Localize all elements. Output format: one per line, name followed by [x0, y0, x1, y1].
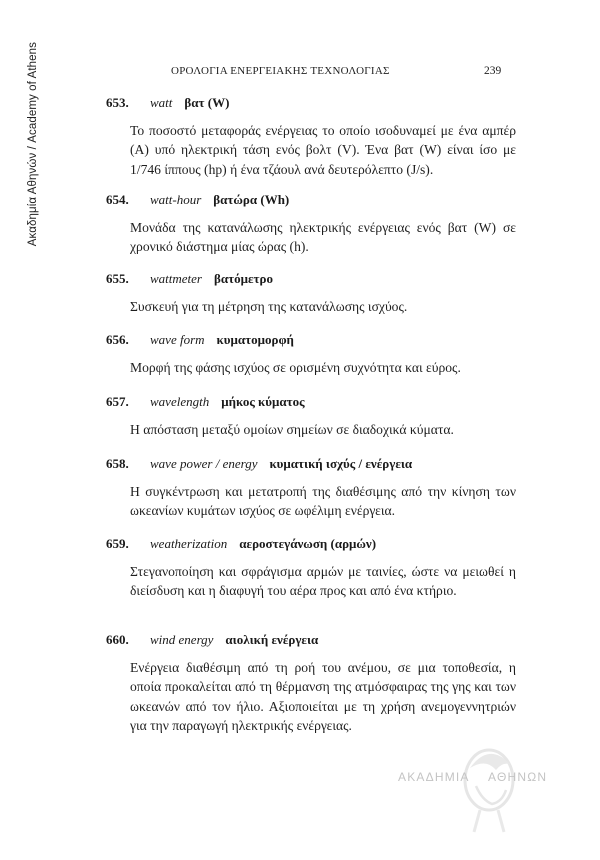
watermark-text-left: ΑΚΑΔΗΜΙΑ: [398, 770, 470, 784]
glossary-entry: [106, 536, 516, 601]
entry-head: [106, 271, 516, 287]
english-term: wave form: [150, 332, 205, 347]
glossary-entry: [106, 632, 516, 736]
glossary-entry: [106, 394, 516, 439]
greek-term: αεροστεγάνωση (αρμών): [239, 536, 377, 551]
greek-term: μήκος κύματος: [221, 394, 305, 409]
glossary-entry: [106, 332, 516, 377]
entry-definition: Μορφή της φάσης ισχύος σε ορισμένη συχνότητα και εύρος.: [130, 360, 461, 375]
entry-head: [106, 332, 516, 348]
entry-head: [106, 192, 516, 208]
entry-head: [106, 536, 516, 552]
entry-head: [106, 394, 516, 410]
english-term: watt-hour: [150, 192, 202, 207]
entry-number: 654.: [106, 192, 129, 207]
english-term: weatherization: [150, 536, 228, 551]
entry-number: 659.: [106, 536, 129, 551]
english-term: wattmeter: [150, 271, 202, 286]
athena-emblem-icon: [452, 740, 526, 836]
glossary-entry: [106, 271, 516, 316]
side-label: Ακαδημία Αθηνών / Academy of Athens: [27, 42, 39, 247]
entry-definition: Ενέργεια διαθέσιμη από τη ροή του ανέμου, σε μια τοποθεσία, η οποία προκαλείται από τη θέρμανση της ατμόσφαιρας της γης και των ωκεανών από τον ήλιο. Αξιοποιείται με τη χρήση ανεμογεννητριών για την παραγωγή ηλεκτρικής ενέργειας.: [130, 660, 516, 734]
greek-term: βατώρα (Wh): [213, 192, 290, 207]
glossary-entry: [106, 95, 516, 179]
entry-head: [106, 632, 516, 648]
greek-term: κυματομορφή: [216, 332, 294, 347]
entry-definition: Η συγκέντρωση και μετατροπή της διαθέσιμης από την κίνηση των ωκεανίων κυμάτων ισχύος σε ωφέλιμη ενέργεια.: [130, 484, 516, 519]
entry-definition: Συσκευή για τη μέτρηση της κατανάλωσης ισχύος.: [130, 299, 408, 314]
glossary-entry: [106, 192, 516, 257]
running-head: ΟΡΟΛΟΓΙΑ ΕΝΕΡΓΕΙΑΚΗΣ ΤΕΧΝΟΛΟΓΙΑΣ: [171, 65, 390, 77]
glossary-entry: [106, 456, 516, 521]
greek-term: βατόμετρο: [214, 271, 273, 286]
english-term: wavelength: [150, 394, 210, 409]
entry-number: 657.: [106, 394, 129, 409]
greek-term: αιολική ενέργεια: [225, 632, 319, 647]
english-term: wave power / energy: [150, 456, 258, 471]
entry-definition: Στεγανοποίηση και σφράγισμα αρμών με ταινίες, ώστε να μειωθεί η διείσδυση και η διαφυγή του αέρα προς και από ένα κτήριο.: [130, 564, 516, 599]
entry-number: 660.: [106, 632, 129, 647]
entry-definition: Η απόσταση μεταξύ ομοίων σημείων σε διαδοχικά κύματα.: [130, 422, 454, 437]
entry-number: 653.: [106, 95, 129, 110]
english-term: watt: [150, 95, 173, 110]
entry-definition: Μονάδα της κατανάλωσης ηλεκτρικής ενέργειας ενός βατ (W) σε χρονικό διάστημα μίας ώρας (h).: [130, 220, 516, 255]
greek-term: βατ (W): [184, 95, 230, 110]
watermark-text-right: ΑΘΗΝΩΝ: [488, 770, 548, 784]
entry-head: [106, 456, 516, 472]
entry-number: 655.: [106, 271, 129, 286]
entry-head: [106, 95, 516, 111]
entry-number: 656.: [106, 332, 129, 347]
entry-number: 658.: [106, 456, 129, 471]
entry-definition: Το ποσοστό μεταφοράς ενέργειας το οποίο ισοδυναμεί με ένα αμπέρ (A) υπό ηλεκτρική τάση ενός βολτ (V). Ένα βατ (W) είναι ίσο με 1/746 ίππους (hp) ή ένα τζάουλ ανά δευτερόλεπτο (J/s).: [130, 123, 516, 177]
english-term: wind energy: [150, 632, 214, 647]
page-number: 239: [484, 65, 502, 77]
greek-term: κυματική ισχύς / ενέργεια: [269, 456, 413, 471]
